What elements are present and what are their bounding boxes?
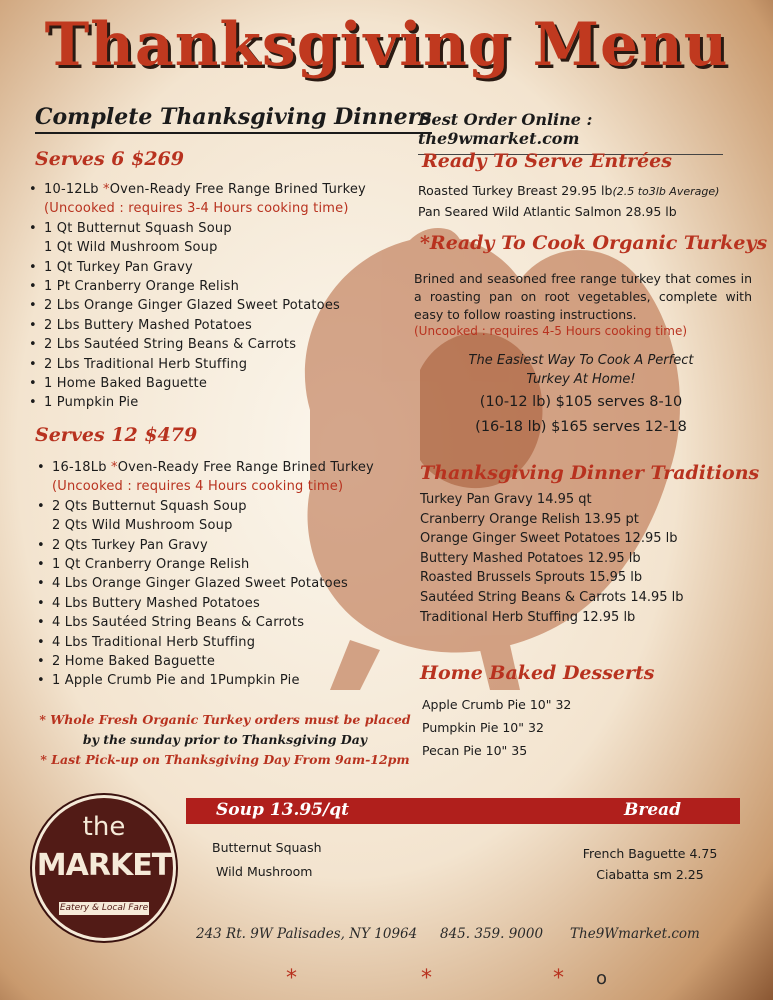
- tagline-line: The Easiest Way To Cook A Perfect: [468, 353, 694, 368]
- ready-to-cook-description: Brined and seasoned free range turkey that comes in a roasting pan on root vegetables, complete with easy to follow roasting instructions.: [414, 271, 752, 322]
- turkey-option: (10-12 lb) $105 serves 8-10: [479, 394, 683, 410]
- list-item: • 1 Pumpkin Pie: [29, 395, 139, 411]
- order-note: * Whole Fresh Organic Turkey orders must be placed: [39, 712, 411, 727]
- ready-to-cook-heading: *Ready To Cook Organic Turkeys: [420, 232, 768, 254]
- ready-to-serve-list: [418, 181, 719, 221]
- list-item: • 1 Qt Cranberry Orange Relish: [37, 557, 250, 573]
- list-item: • 2 Lbs Sautéed String Beans & Carrots: [29, 337, 297, 353]
- traditions-heading: Thanksgiving Dinner Traditions: [420, 462, 760, 484]
- list-item: • 2 Lbs Orange Ginger Glazed Sweet Potatoes: [29, 298, 341, 314]
- list-item: • 1 Qt Turkey Pan Gravy: [29, 259, 193, 275]
- list-item: Pecan Pie 10" 35: [422, 743, 528, 758]
- list-item: Pumpkin Pie 10" 32: [422, 720, 544, 735]
- list-item: • 2 Home Baked Baguette: [37, 654, 216, 670]
- list-item: Turkey Pan Gravy 14.95 qt: [420, 492, 592, 507]
- footer-mark: o: [596, 968, 608, 989]
- footer-phone: 845. 359. 9000: [440, 926, 544, 942]
- list-item: Buttery Mashed Potatoes 12.95 lb: [420, 550, 641, 566]
- list-item: Ciabatta sm 2.25: [596, 867, 704, 882]
- list-item: • 2 Lbs Traditional Herb Stuffing: [29, 356, 248, 372]
- list-item: French Baguette 4.75: [582, 846, 718, 861]
- list-item: Sautéed String Beans & Carrots 14.95 lb: [420, 589, 684, 605]
- soup-list: [212, 836, 322, 884]
- list-item: • 2 Qts Butternut Squash Soup 2 Qts Wild Mushroom Soup: [37, 498, 247, 534]
- logo-line-1: the: [82, 812, 126, 842]
- list-item: • 2 Qts Turkey Pan Gravy: [37, 537, 208, 553]
- order-note: by the sunday prior to Thanksgiving Day: [82, 732, 368, 747]
- desserts-heading: Home Baked Desserts: [420, 662, 655, 684]
- footer-website: The9Wmarket.com: [570, 926, 700, 942]
- desserts-list: [422, 693, 571, 762]
- list-item: Traditional Herb Stuffing 12.95 lb: [420, 609, 636, 625]
- footer-mark: *: [421, 966, 432, 991]
- list-item: Butternut Squash: [212, 840, 322, 855]
- list-item: • 1 Apple Crumb Pie and 1Pumpkin Pie: [37, 673, 300, 689]
- market-logo: [35, 798, 173, 938]
- turkey-options: [414, 390, 748, 440]
- footer-address: 243 Rt. 9W Palisades, NY 10964: [196, 926, 418, 942]
- list-item: Orange Ginger Sweet Potatoes 12.95 lb: [420, 531, 678, 547]
- dinners-heading: Complete Thanksgiving Dinners: [35, 104, 432, 134]
- ready-to-serve-heading: Ready To Serve Entrées: [422, 150, 672, 172]
- page-title: Thanksgiving Menu: [44, 10, 729, 80]
- list-item: Roasted Turkey Breast 29.95 lb(2.5 to3lb Average): [418, 183, 720, 198]
- traditions-list: [420, 490, 684, 627]
- footer-mark: *: [286, 966, 297, 991]
- ready-to-cook-tagline: [414, 351, 748, 389]
- bread-list: [560, 843, 740, 885]
- list-item: • 16-18Lb *Oven-Ready Free Range Brined Turkey (Uncooked : requires 4 Hours cooking time): [37, 460, 374, 495]
- serves6-list: [26, 180, 426, 413]
- soup-heading: Soup 13.95/qt: [216, 800, 349, 820]
- serves12-heading: Serves 12 $479: [35, 424, 198, 446]
- list-item: • 2 Lbs Buttery Mashed Potatoes: [29, 317, 252, 333]
- bread-heading: Bread: [624, 800, 682, 820]
- order-note: * Last Pick-up on Thanksgiving Day From 9am-12pm: [40, 752, 410, 767]
- list-item: • 10-12Lb *Oven-Ready Free Range Brined Turkey (Uncooked : requires 3-4 Hours cooking time): [29, 182, 366, 217]
- list-item: Apple Crumb Pie 10" 32: [422, 697, 572, 712]
- serves12-list: [34, 458, 434, 691]
- list-item: Wild Mushroom: [216, 864, 313, 879]
- list-item: Pan Seared Wild Atlantic Salmon 28.95 lb: [418, 203, 677, 219]
- list-item: Cranberry Orange Relish 13.95 pt: [420, 511, 639, 527]
- list-item: • 4 Lbs Sautéed String Beans & Carrots: [37, 615, 305, 631]
- list-item: • 1 Pt Cranberry Orange Relish: [29, 279, 240, 295]
- serves6-heading: Serves 6 $269: [35, 148, 184, 170]
- order-notes: [30, 710, 420, 770]
- list-item: • 4 Lbs Buttery Mashed Potatoes: [37, 595, 260, 611]
- logo-line-3: Eatery & Local Fare: [59, 903, 149, 913]
- list-item: Roasted Brussels Sprouts 15.95 lb: [420, 570, 643, 586]
- list-item: • 4 Lbs Traditional Herb Stuffing: [37, 634, 256, 650]
- logo-line-2: MARKET: [36, 848, 172, 883]
- turkey-option: (16-18 lb) $165 serves 12-18: [475, 419, 687, 435]
- list-item: • 1 Qt Butternut Squash Soup 1 Qt Wild Mushroom Soup: [29, 220, 232, 256]
- list-item: • 1 Home Baked Baguette: [29, 376, 208, 392]
- ready-to-cook-note: (Uncooked : requires 4-5 Hours cooking time): [414, 324, 688, 338]
- tagline-line: Turkey At Home!: [526, 372, 636, 387]
- footer-mark: *: [553, 966, 564, 991]
- list-item: • 4 Lbs Orange Ginger Glazed Sweet Potatoes: [37, 576, 349, 592]
- order-online-text: Best Order Online : the9wmarket.com: [418, 110, 723, 155]
